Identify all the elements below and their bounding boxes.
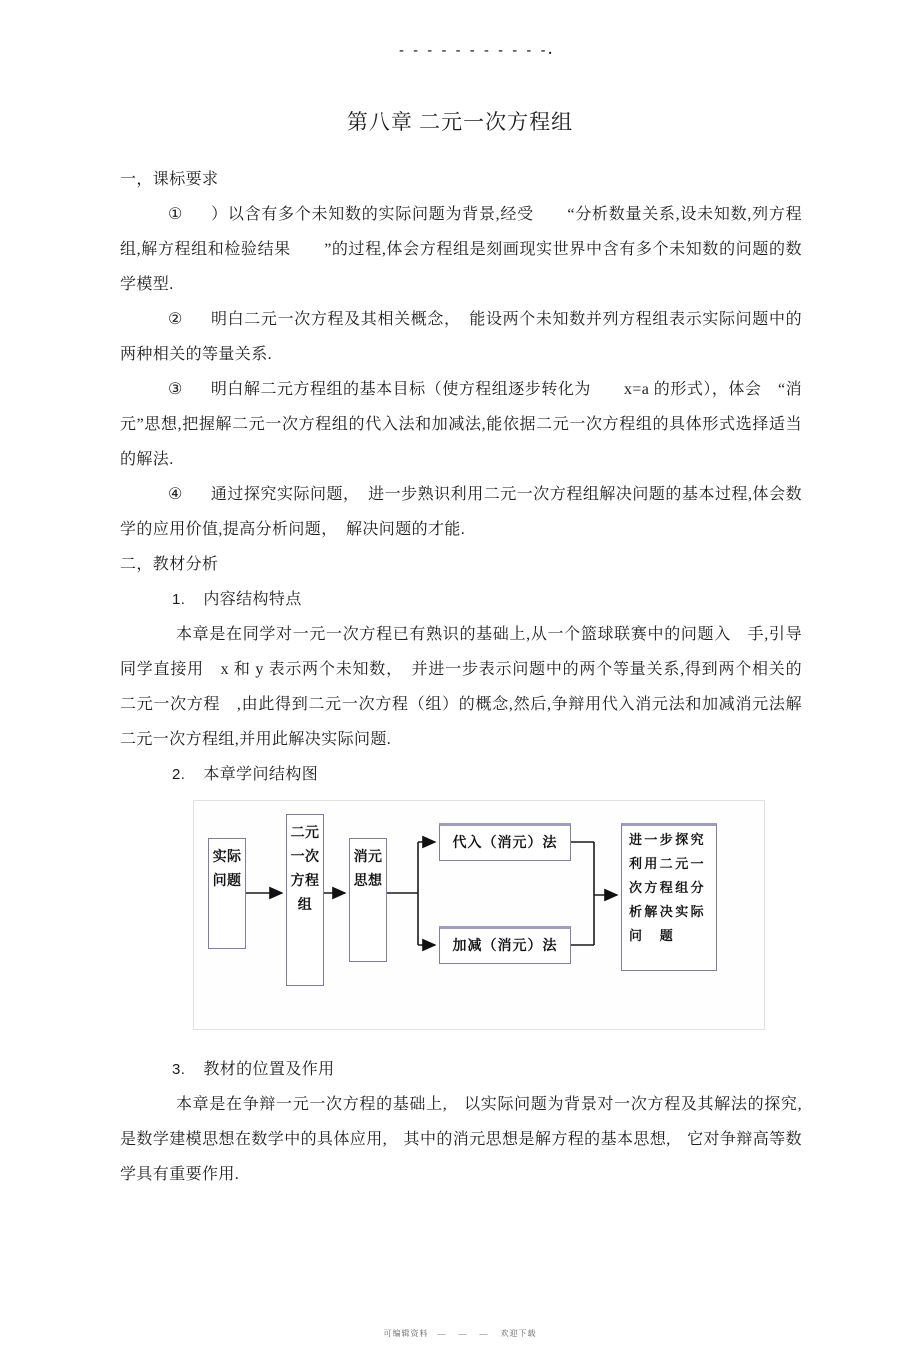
flowchart-box-substitution-method: 代入（消元）法 <box>439 823 571 861</box>
list-item <box>120 477 802 547</box>
flowchart-box-practical-problem: 实际问题 <box>208 838 246 949</box>
subheading-content-structure <box>120 582 802 617</box>
section-heading-curriculum: 一，课标要求 <box>120 171 219 188</box>
item-text: 通过探究实际问题， 进一步熟识利用二元一次方程组解决问题的基本过程,体会数学的应用价值,提高分析问题， 解决问题的才能. <box>120 486 802 538</box>
item-marker: ④ <box>168 486 183 503</box>
document-page <box>0 44 920 1347</box>
list-item <box>120 372 802 477</box>
subheading-number: 3. <box>172 1061 186 1078</box>
flowchart-box-further-exploration: 进一步探究利用二元一次方程组分析解决实际问 题 <box>621 823 717 971</box>
list-item <box>120 302 802 372</box>
item-text: 明白解二元方程组的基本目标（使方程组逐步转化为 x=a 的形式），体会 “消元”思想,把握解二元一次方程组的代入法和加减法,能依据二元一次方程组的具体形式选择适当的解法. <box>120 381 803 468</box>
subheading-label: 教材的位置及作用 <box>203 1061 335 1078</box>
item-text: 明白二元一次方程及其相关概念， 能设两个未知数并列方程组表示实际问题中的两种相关的等量关系. <box>120 311 802 363</box>
paragraph-content-structure: 本章是在同学对一元一次方程已有熟识的基础上,从一个篮球联赛中的问题入 手,引导同学直接用 x 和 y 表示两个未知数， 并进一步表示问题中的两个等量关系,得到两个相关的二元一次方程 ,由此得到二元一次方程（组）的概念,然后,争辩用代入消元法和加减消元法解二元一次方程组,并用此解决实际问题. <box>120 626 802 748</box>
item-text: ）以含有多个未知数的实际问题为背景,经受 “分析数量关系,设未知数,列方程组,解方程组和检验结果 ”的过程,体会方程组是刻画现实世界中含有多个未知数的问题的数学模型. <box>120 206 802 293</box>
paragraph-position-role: 本章是在争辩一元一次方程的基础上, 以实际问题为背景对一次方程及其解法的探究, 是数学建模思想在数学中的具体应用, 其中的消元思想是解方程的基本思想, 它对争辩高等数学具有重要作用. <box>120 1096 819 1183</box>
page-title: 第八章 二元一次方程组 <box>346 110 574 134</box>
section-heading-material-analysis: 二，教材分析 <box>120 556 219 573</box>
flowchart-box-elimination-idea: 消元思想 <box>349 838 387 962</box>
subheading-number: 1. <box>172 591 186 608</box>
item-marker: ③ <box>168 381 183 398</box>
document-body <box>120 162 819 1192</box>
subheading-position-role <box>120 1052 802 1087</box>
footer-text: 可编辑资料 — — — 欢迎下载 <box>383 1329 537 1338</box>
item-marker: ① <box>168 206 184 223</box>
flowchart-box-linear-system: 二元一次方程组 <box>286 814 324 986</box>
dashed-separator: - - - - - - - - - - -. <box>399 43 555 58</box>
subheading-number: 2. <box>172 766 186 783</box>
subheading-label: 本章学问结构图 <box>203 766 319 783</box>
subheading-label: 内容结构特点 <box>203 591 302 608</box>
flowchart-box-add-subtract-method: 加减（消元）法 <box>439 926 571 964</box>
list-item <box>120 197 802 302</box>
subheading-knowledge-structure <box>120 757 802 792</box>
item-marker: ② <box>168 311 183 328</box>
knowledge-structure-figure <box>193 800 765 1030</box>
